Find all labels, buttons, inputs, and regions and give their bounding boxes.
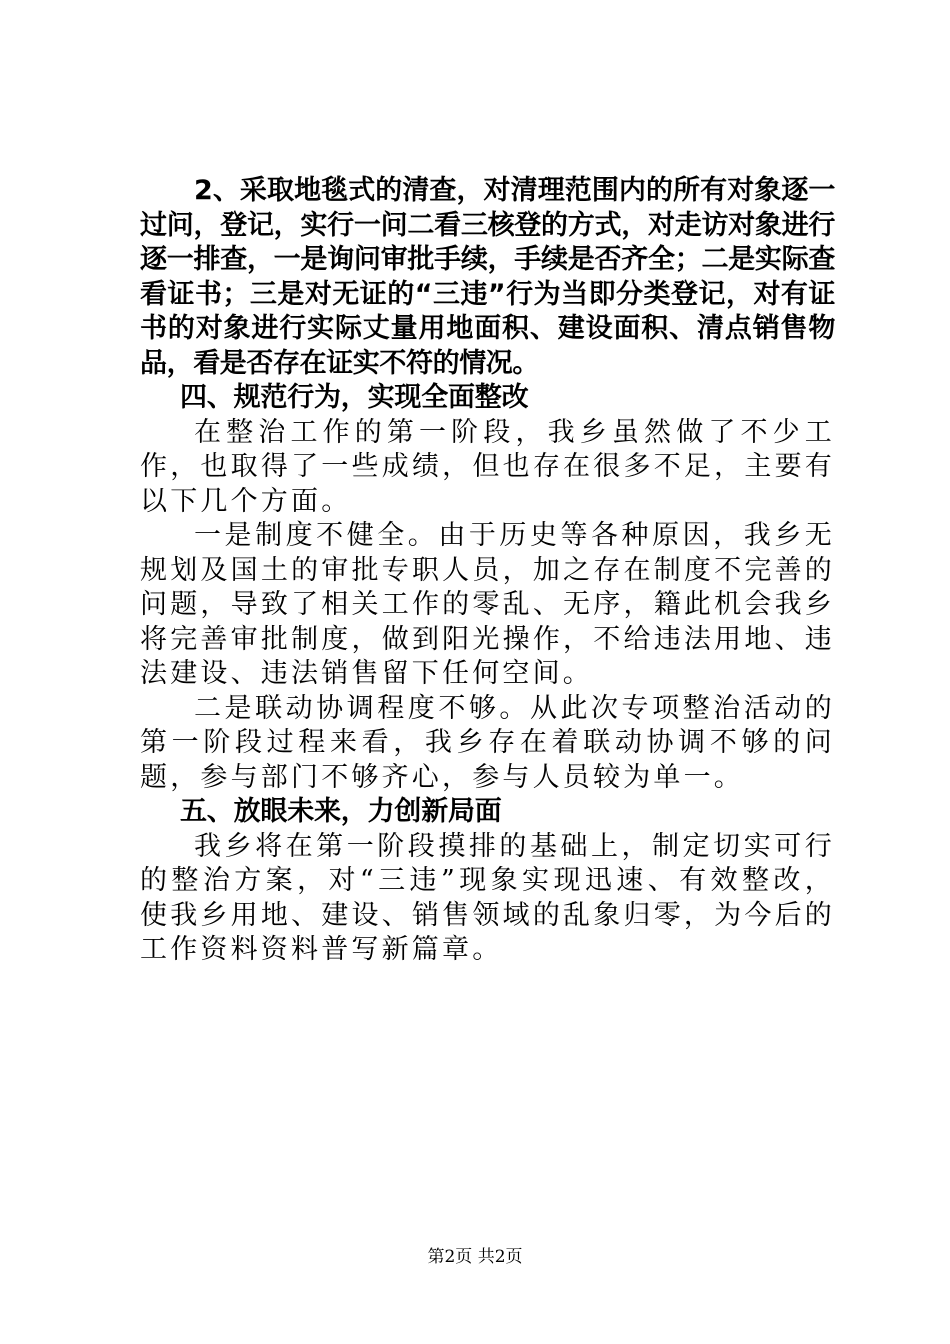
paragraph-future-plan: 我乡将在第一阶段摸排的基础上，制定切实可行的整治方案，对“三违”现象实现迅速、有效整改，使我乡用地、建设、销售领域的乱象归零，为今后的工作资料资料普写新篇章。 <box>140 830 835 965</box>
section-heading-five: 五、放眼未来，力创新局面 <box>180 796 502 827</box>
paragraph-coordination-lacking: 二是联动协调程度不够。从此次专项整治活动的第一阶段过程来看，我乡存在着联动协调不够的问题，参与部门不够齐心，参与人员较为单一。 <box>140 692 835 793</box>
page-number-footer: 第2页 共2页 <box>427 1247 523 1267</box>
paragraph-clearance-method: 2、采取地毯式的清查，对清理范围内的所有对象逐一过问，登记，实行一问二看三核登的方式，对走访对象进行逐一排查，一是询问审批手续，手续是否齐全；二是实际查看证书；三是对无证的“三违”行为当即分类登记，对有证书的对象进行实际丈量用地面积、建设面积、清点销售物品，看是否存在证实不符的情况。 <box>140 175 835 379</box>
paragraph-shortcomings-intro: 在整治工作的第一阶段，我乡虽然做了不少工作，也取得了一些成绩，但也存在很多不足，主要有以下几个方面。 <box>140 416 835 517</box>
paragraph-system-incomplete: 一是制度不健全。由于历史等各种原因，我乡无规划及国土的审批专职人员，加之存在制度不完善的问题，导致了相关工作的零乱、无序，籍此机会我乡将完善审批制度，做到阳光操作，不给违法用地、违法建设、违法销售留下任何空间。 <box>140 520 835 689</box>
section-heading-four: 四、规范行为，实现全面整改 <box>180 382 529 413</box>
document-body <box>140 174 835 968</box>
